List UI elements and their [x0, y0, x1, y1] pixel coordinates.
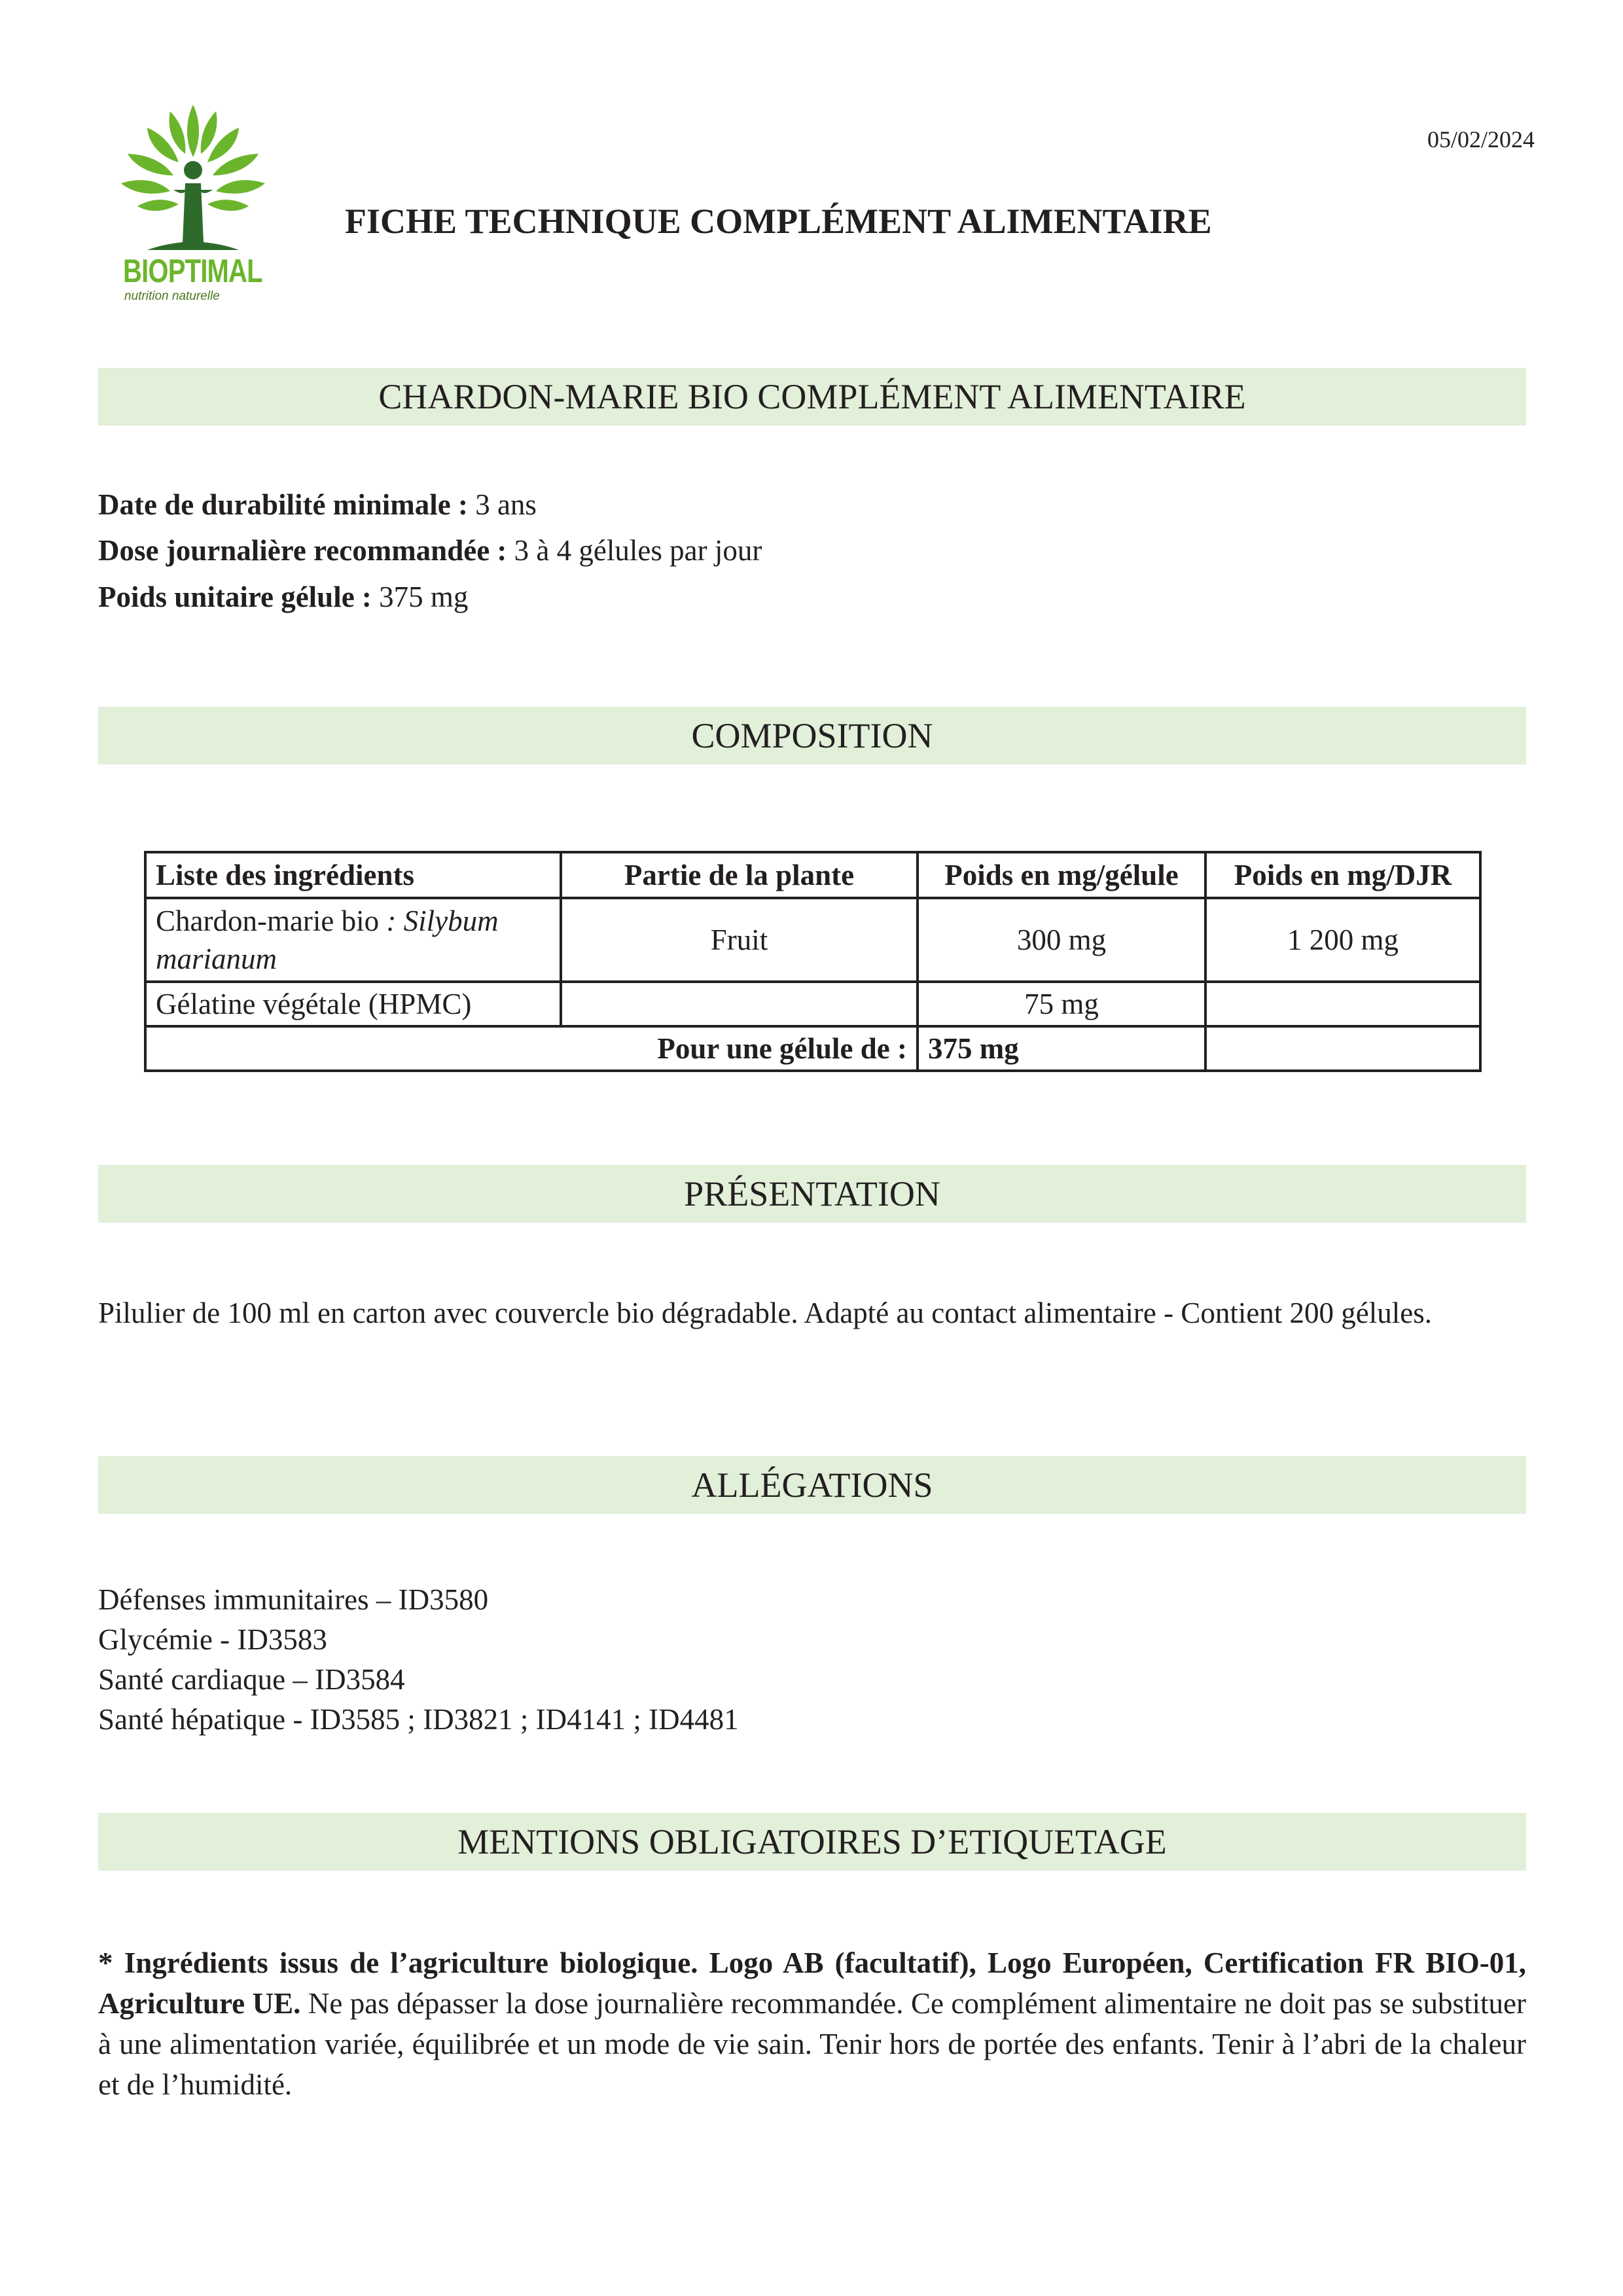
per-capsule-cell: 75 mg: [918, 982, 1205, 1026]
column-header: Liste des ingrédients: [145, 852, 561, 898]
info-value: 3 à 4 gélules par jour: [507, 534, 762, 567]
presentation-heading: PRÉSENTATION: [684, 1174, 940, 1213]
ingredient-cell: [145, 898, 561, 982]
plant-part-cell: [561, 982, 918, 1026]
total-value: 375 mg: [918, 1026, 1205, 1071]
mentions-text: [98, 1943, 1526, 2105]
mentions-bold-text: * Ingrédients issus de l’agriculture biologique. Logo AB (facultatif), Logo Européen, Certification FR BIO-01, Agriculture UE.: [98, 1946, 1526, 2020]
document-title: FICHE TECHNIQUE COMPLÉMENT ALIMENTAIRE: [345, 202, 1212, 241]
info-value: 3 ans: [467, 488, 537, 521]
per-capsule-cell: 300 mg: [918, 898, 1205, 982]
ingredient-latin-name: : Silybum marianum: [156, 905, 499, 975]
logo-tagline: nutrition naturelle: [124, 289, 220, 303]
mentions-heading: MENTIONS OBLIGATOIRES D’ETIQUETAGE: [457, 1822, 1167, 1861]
presentation-text: Pilulier de 100 ml en carton avec couvercle bio dégradable. Adapté au contact alimentaire - Contient 200 gélules.: [98, 1297, 1433, 1329]
per-djr-cell: 1 200 mg: [1205, 898, 1480, 982]
allegations-band: [98, 1456, 1526, 1514]
info-label: Poids unitaire gélule :: [98, 581, 372, 613]
claim-item: Défenses immunitaires – ID3580: [98, 1583, 489, 1616]
composition-heading: COMPOSITION: [691, 716, 933, 755]
info-capsule-weight: [98, 580, 468, 614]
total-djr-cell: [1205, 1026, 1480, 1071]
info-daily-dose: [98, 533, 762, 567]
composition-table: [144, 851, 1482, 1072]
logo-wordmark: BIOPTIMAL: [123, 253, 262, 289]
info-value: 375 mg: [371, 581, 469, 613]
composition-band: [98, 707, 1526, 764]
per-djr-cell: [1205, 982, 1480, 1026]
presentation-band: [98, 1165, 1526, 1223]
table-row: [145, 898, 1480, 982]
mentions-band: [98, 1813, 1526, 1871]
info-label: Dose journalière recommandée :: [98, 534, 507, 567]
plant-part-cell: Fruit: [561, 898, 918, 982]
ingredient-cell: Gélatine végétale (HPMC): [145, 982, 561, 1026]
column-header: Poids en mg/gélule: [918, 852, 1205, 898]
table-header-row: [145, 852, 1480, 898]
allegations-heading: ALLÉGATIONS: [691, 1465, 933, 1505]
ingredient-name: Chardon-marie bio: [156, 905, 387, 937]
product-title-band: [98, 368, 1526, 425]
document-date: 05/02/2024: [1427, 126, 1535, 152]
claim-item: Santé cardiaque – ID3584: [98, 1663, 405, 1696]
column-header: Partie de la plante: [561, 852, 918, 898]
mentions-body-text: Ne pas dépasser la dose journalière recommandée. Ce complément alimentaire ne doit pas se substituer à une alimentation variée, équilibrée et un mode de vie sain. Tenir hors de portée des enfants. Tenir à l’abri de la chaleur et de l’humidité.: [98, 1987, 1526, 2101]
claim-item: Santé hépatique - ID3585 ; ID3821 ; ID4141 ; ID4481: [98, 1703, 739, 1736]
claim-item: Glycémie - ID3583: [98, 1623, 327, 1656]
info-shelf-life: [98, 488, 537, 522]
info-label: Date de durabilité minimale :: [98, 488, 468, 521]
column-header: Poids en mg/DJR: [1205, 852, 1480, 898]
table-total-row: [145, 1026, 1480, 1071]
product-title: CHARDON-MARIE BIO COMPLÉMENT ALIMENTAIRE: [378, 377, 1246, 416]
total-label: Pour une gélule de :: [145, 1026, 918, 1071]
table-row: [145, 982, 1480, 1026]
